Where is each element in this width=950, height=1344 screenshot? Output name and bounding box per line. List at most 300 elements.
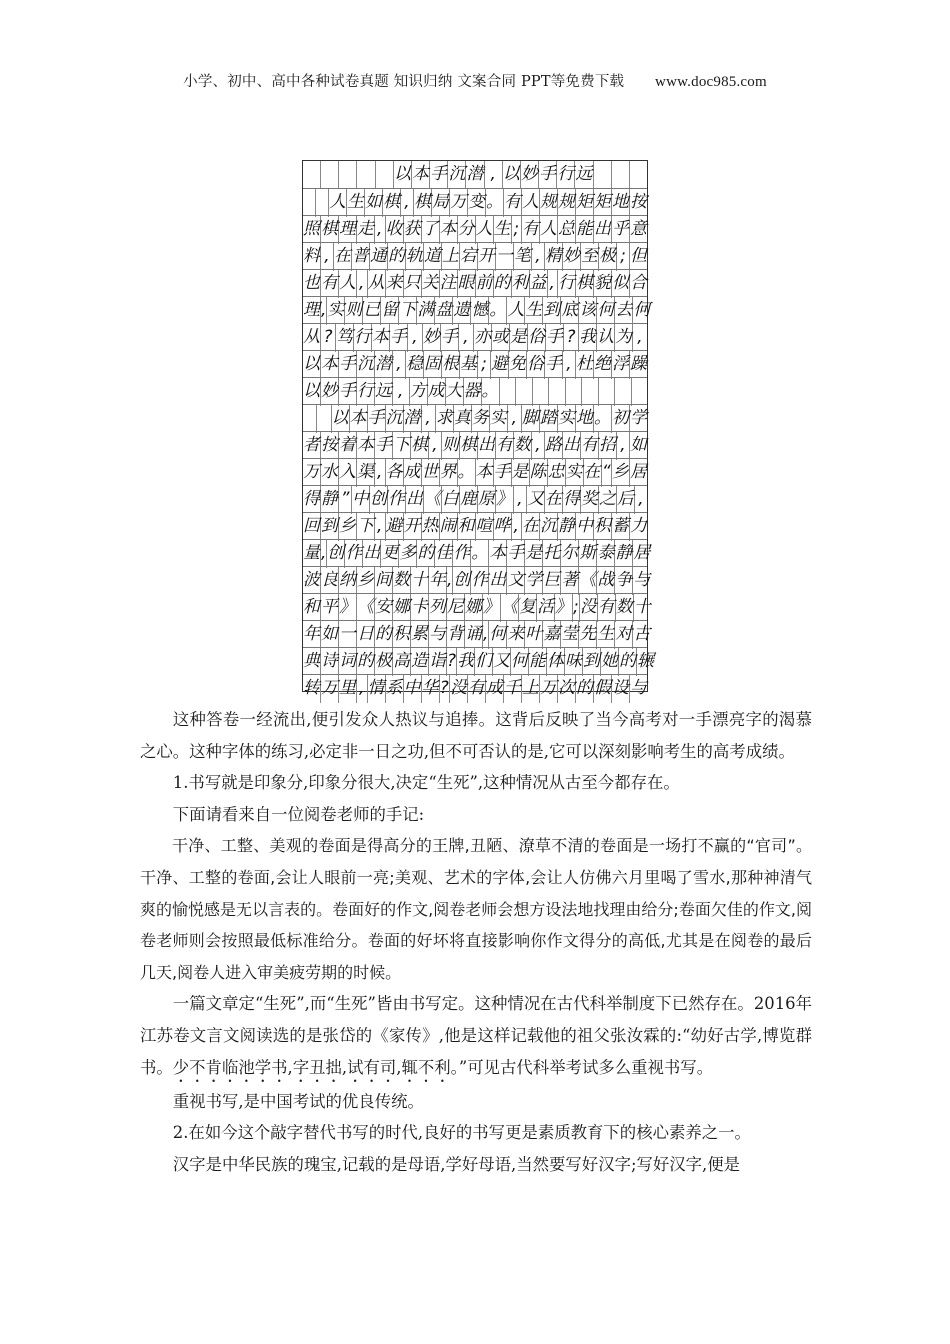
sheet-cell: 的	[619, 648, 637, 676]
sheet-cell: 乡	[339, 513, 357, 541]
sheet-cell: 里	[339, 675, 357, 703]
paragraph: 2.在如今这个敲字替代书写的时代,良好的书写更是素质教育下的核心素养之一。	[172, 1123, 751, 1143]
sheet-cell: 妙	[521, 161, 539, 189]
sheet-cell: 下	[393, 432, 411, 460]
sheet-row	[303, 161, 647, 189]
sheet-cell: 喧	[476, 513, 494, 541]
sheet-cell: 在	[545, 486, 563, 514]
sheet-cell: 棋	[576, 270, 594, 298]
sheet-cell	[630, 161, 647, 189]
sheet-cell: 极	[599, 243, 617, 271]
sheet-cell: 根	[442, 351, 460, 379]
sheet-cell: ?	[440, 675, 451, 703]
sheet-cell	[357, 161, 375, 189]
sheet-cell: 沉	[540, 513, 558, 541]
sheet-cell: 学	[630, 408, 647, 429]
sheet-cell: 万	[450, 189, 468, 217]
sheet-cell: 手	[375, 432, 393, 460]
sheet-cell: 对	[615, 621, 633, 649]
sheet-cell: 实	[566, 459, 584, 487]
sheet-cell: 《	[424, 486, 442, 514]
sheet-cell: 按	[321, 432, 339, 460]
sheet-cell: 之	[599, 486, 617, 514]
sheet-cell: ?	[321, 324, 336, 352]
paragraph: 汉字是中华民族的瑰宝,记载的是母语,学好母语,当然要写好汉字;写好汉字,便是	[172, 1154, 741, 1174]
sheet-cell: 手	[441, 324, 459, 352]
sheet-cell: 者	[303, 432, 321, 460]
sheet-cell: 得	[563, 486, 581, 514]
sheet-cell: 辗	[637, 651, 655, 672]
sheet-cell: 俗	[527, 351, 545, 379]
sheet-cell: 水	[321, 459, 339, 487]
sheet-cell: 哗	[494, 513, 512, 541]
sheet-cell: 眼	[458, 270, 476, 298]
sheet-cell: 体	[547, 648, 565, 676]
sheet-cell: 入	[339, 459, 357, 487]
sheet-cell: 分	[458, 216, 476, 244]
sheet-cell: 实	[327, 297, 345, 325]
sheet-cell: ,	[422, 405, 436, 433]
sheet-cell: 。	[458, 459, 476, 487]
sheet-cell: 满	[417, 297, 435, 325]
sheet-cell: 托	[543, 540, 561, 568]
sheet-cell: 避	[491, 351, 509, 379]
sheet-cell: 变	[468, 189, 486, 217]
sheet-cell: 了	[422, 216, 440, 244]
sheet-cell: 白	[442, 486, 460, 514]
sheet-cell: 潜	[404, 405, 422, 433]
sheet-cell: 本	[440, 216, 458, 244]
sheet-cell: ,	[483, 621, 489, 649]
sheet-cell: 只	[404, 270, 422, 298]
sheet-cell: 有	[504, 189, 522, 217]
sheet-row	[303, 242, 647, 271]
sheet-cell: 良	[321, 567, 339, 595]
sheet-cell: 我	[457, 648, 475, 676]
sheet-cell: 人	[540, 216, 558, 244]
sheet-cell: ,	[637, 327, 643, 348]
sheet-cell: 争	[615, 567, 633, 595]
sheet-cell: 量	[303, 540, 321, 568]
sheet-cell: 有	[496, 432, 514, 460]
sheet-row	[303, 566, 651, 595]
sheet-cell: 居	[630, 462, 647, 483]
sheet-cell: 一	[339, 621, 357, 649]
sheet-cell: 去	[615, 297, 633, 325]
sheet-cell: 宕	[460, 243, 478, 271]
sheet-cell: ,	[617, 432, 630, 460]
sheet-cell: 万	[540, 675, 558, 703]
sheet-cell: 总	[558, 216, 576, 244]
sheet-cell: 手	[545, 351, 563, 379]
sheet-cell: 憾	[471, 297, 489, 325]
sheet-cell: 走	[357, 216, 375, 244]
sheet-cell: 但	[630, 246, 647, 267]
sheet-cell: 获	[404, 216, 422, 244]
sheet-cell: 笔	[514, 243, 532, 271]
sheet-cell: 没	[450, 675, 468, 703]
sheet-cell: ,	[321, 243, 334, 271]
sheet-cell: 累	[411, 621, 429, 649]
paragraph-text: 一篇文章定“生死”,而“生死”皆由书写定。这种情况在古代科举制度下已然存在。2016年江苏卷文言文阅读选的是张岱的《家传》,他是这样记载他的祖父张汝霖的:“幼好古学,博览群书。	[140, 994, 812, 1077]
sheet-cell: 免	[509, 351, 527, 379]
sheet-cell: 妙	[423, 324, 441, 352]
sheet-cell: “	[602, 459, 613, 487]
sheet-cell: 为	[615, 324, 633, 352]
sheet-cell: 如	[321, 621, 339, 649]
sheet-cell: 年	[303, 621, 321, 649]
sheet-cell: 诣	[429, 648, 447, 676]
sheet-row	[303, 215, 647, 244]
sheet-cell: 文	[507, 567, 525, 595]
sheet-cell: ;	[512, 216, 523, 244]
header-site: www.doc985.com	[655, 74, 767, 90]
sheet-cell: 。	[489, 297, 507, 325]
sheet-cell: 基	[460, 351, 478, 379]
sheet-cell: 局	[432, 189, 450, 217]
sheet-cell: 词	[339, 648, 357, 676]
sheet-cell: 蓄	[612, 513, 630, 541]
sheet-row	[303, 404, 647, 433]
sheet-cell	[566, 378, 583, 406]
sheet-cell: 上	[522, 675, 540, 703]
paragraph: 1.书写就是印象分,印象分很大,决定“生死”,这种情况从古至今都存在。	[172, 773, 680, 793]
sheet-cell: 成	[486, 675, 504, 703]
sheet-cell: 人	[329, 189, 347, 217]
sheet-cell: ,	[548, 270, 559, 298]
sheet-cell: 。	[486, 189, 504, 217]
sheet-cell: 转	[303, 675, 321, 703]
sheet-cell: 何	[597, 297, 615, 325]
sheet-cell: ,	[429, 432, 442, 460]
sheet-cell: 。	[482, 378, 500, 406]
sheet-cell: 静	[615, 540, 633, 568]
sheet-cell: ,	[638, 489, 644, 510]
sheet-cell: 地	[612, 189, 630, 217]
sheet-cell: 巨	[543, 567, 561, 595]
sheet-cell: 着	[339, 432, 357, 460]
sheet-cell: ,	[393, 378, 410, 406]
sheet-cell: 本	[357, 432, 375, 460]
sheet-cell: 是	[510, 324, 528, 352]
sheet-cell: 益	[530, 270, 548, 298]
sheet-cell	[316, 189, 329, 217]
sheet-cell: 轨	[406, 243, 424, 271]
sheet-cell: 波	[303, 567, 321, 595]
sheet-row	[303, 620, 651, 649]
sheet-cell: ,	[563, 351, 576, 379]
sheet-cell: 《	[501, 594, 519, 622]
sheet-cell: 数	[616, 594, 634, 622]
sheet-cell	[376, 161, 394, 189]
sheet-cell: 复	[519, 594, 537, 622]
sheet-cell: 合	[630, 273, 647, 294]
sheet-cell: 万	[303, 459, 321, 487]
sheet-cell: 手	[390, 324, 408, 352]
sheet-cell: 棋	[460, 432, 478, 460]
sheet-cell: 创	[453, 567, 471, 595]
sheet-cell: 人	[522, 189, 540, 217]
sheet-cell: 与	[429, 621, 447, 649]
sheet-cell: 。	[594, 405, 612, 433]
sheet-cell	[339, 161, 357, 189]
sheet-cell: 能	[529, 648, 547, 676]
sheet-cell: 手	[546, 324, 564, 352]
sheet-cell: 又	[493, 648, 511, 676]
sheet-cell: ,	[375, 216, 386, 244]
sheet-cell: 以	[503, 161, 521, 189]
sheet-cell: 我	[579, 324, 597, 352]
sheet-cell: 假	[594, 675, 612, 703]
sheet-cell: 则	[442, 432, 460, 460]
sheet-cell: 和	[458, 513, 476, 541]
sheet-cell: ,	[459, 324, 474, 352]
sheet-cell: 中	[352, 486, 370, 514]
page-header	[0, 70, 950, 91]
sheet-cell: 与	[630, 678, 647, 699]
sheet-cell: 尼	[447, 594, 465, 622]
sheet-cell: 们	[475, 648, 493, 676]
sheet-cell	[599, 378, 616, 406]
sheet-cell: 有	[321, 270, 339, 298]
sheet-cell: 有	[522, 216, 540, 244]
sheet-cell: 渠	[357, 459, 375, 487]
sheet-cell: 华	[422, 675, 440, 703]
sheet-cell: 情	[368, 675, 386, 703]
header-text: 小学、初中、高中各种试卷真题 知识归纳 文案合同 PPT等免费下载	[183, 74, 625, 90]
sheet-cell: 中	[404, 675, 422, 703]
sheet-cell: 如	[365, 189, 383, 217]
sheet-cell: 通	[370, 243, 388, 271]
sheet-cell: 来	[386, 270, 404, 298]
sheet-cell: 的	[357, 648, 375, 676]
sheet-cell: 利	[512, 270, 530, 298]
sheet-cell: 留	[381, 297, 399, 325]
sheet-cell: ;	[573, 594, 580, 622]
sheet-cell: 的	[494, 270, 512, 298]
sheet-cell: 沉	[386, 405, 404, 433]
sheet-cell: 设	[612, 675, 630, 703]
sheet-cell: ,	[532, 243, 545, 271]
sheet-row	[303, 350, 647, 379]
sheet-cell: 》	[339, 594, 357, 622]
sheet-cell: 是	[525, 540, 543, 568]
sheet-cell: 妙	[563, 243, 581, 271]
sheet-cell: 界	[440, 459, 458, 487]
sheet-cell: 活	[537, 594, 555, 622]
sheet-cell: 人	[476, 216, 494, 244]
sheet-cell: 奖	[581, 486, 599, 514]
sheet-cell: 料	[303, 243, 321, 271]
sheet-cell: 陈	[530, 459, 548, 487]
sheet-cell: 本	[321, 351, 339, 379]
sheet-cell: 实	[490, 405, 508, 433]
sheet-cell: 创	[327, 540, 345, 568]
sheet-cell: 到	[321, 513, 339, 541]
sheet-cell: 鹿	[460, 486, 478, 514]
sheet-cell: 嘉	[543, 621, 561, 649]
teacher-note-paragraph: 干净、工整、美观的卷面是得高分的王牌,丑陋、潦草不清的卷面是一场打不赢的“官司”。干净、工整的卷面,会让人眼前一亮;美观、艺术的字体,会让人仿佛六月里喝了雪水,那种神清气爽的愉悦感是无以言表的。卷面好的作文,阅卷老师会想方设法地找理由给分;卷面欠佳的作文,阅卷老师则会按照最低标准给分。卷面的好坏将直接影响你作文得分的高低,尤其是在阅卷的最后几天,阅卷人进入审美疲劳期的时候。	[140, 836, 812, 982]
sheet-cell: 以	[394, 161, 412, 189]
sheet-cell: 成	[428, 378, 446, 406]
sheet-cell: 行	[354, 324, 372, 352]
sheet-cell: 前	[476, 270, 494, 298]
sheet-cell: 极	[375, 648, 393, 676]
sheet-row	[303, 458, 647, 487]
sheet-cell: 是	[512, 459, 530, 487]
sheet-cell: ,	[321, 297, 327, 325]
sheet-cell: 沉	[448, 161, 466, 189]
sheet-cell: 本	[489, 540, 507, 568]
sheet-cell: 与	[633, 570, 651, 591]
sheet-cell: 泰	[597, 540, 615, 568]
sheet-cell: 实	[558, 405, 576, 433]
sheet-cell: 纳	[339, 567, 357, 595]
sheet-cell: 佳	[435, 540, 453, 568]
sheet-cell: 积	[594, 513, 612, 541]
sheet-cell: 多	[399, 540, 417, 568]
sheet-cell: 行	[357, 378, 375, 406]
sheet-cell: 招	[599, 432, 617, 460]
sheet-cell: 手	[368, 405, 386, 433]
sheet-cell: 远	[375, 378, 393, 406]
sheet-cell: 出	[363, 540, 381, 568]
sheet-cell: 更	[381, 540, 399, 568]
sheet-cell: 数	[514, 432, 532, 460]
sheet-cell: 本	[372, 324, 390, 352]
sheet-cell: ,	[357, 270, 368, 298]
sheet-cell: 》	[555, 594, 573, 622]
sheet-cell: 沉	[357, 351, 375, 379]
sheet-cell: 又	[527, 486, 545, 514]
sheet-cell: 生	[525, 297, 543, 325]
sheet-cell: ,	[357, 675, 368, 703]
sheet-cell: ;	[617, 243, 630, 271]
sheet-cell: 收	[386, 216, 404, 244]
paragraph: 重视书写,是中国考试的优良传统。	[172, 1091, 424, 1111]
sheet-row	[303, 512, 647, 541]
sheet-cell: 踏	[540, 405, 558, 433]
sheet-cell: 下	[399, 297, 417, 325]
sheet-cell: 也	[303, 270, 321, 298]
sheet-cell: 万	[321, 675, 339, 703]
sheet-cell: ,	[401, 189, 414, 217]
sheet-cell: 上	[442, 243, 460, 271]
sheet-row	[303, 296, 651, 325]
sheet-cell: 的	[417, 540, 435, 568]
paragraph	[140, 988, 812, 1085]
sheet-cell: 十	[411, 567, 429, 595]
sheet-cell: 成	[404, 459, 422, 487]
sheet-cell: 出	[478, 432, 496, 460]
sheet-cell: 理	[303, 297, 321, 325]
sheet-cell	[533, 378, 550, 406]
sheet-cell	[612, 161, 630, 189]
sheet-cell: 她	[601, 648, 619, 676]
sheet-cell: 作	[453, 540, 471, 568]
sheet-cell: 下	[357, 513, 375, 541]
sheet-cell: 底	[561, 297, 579, 325]
sheet-cell: 古	[633, 624, 651, 645]
sheet-cell: 积	[393, 621, 411, 649]
sheet-cell: 日	[357, 621, 375, 649]
sheet-cell	[582, 378, 599, 406]
sheet-row	[303, 674, 647, 703]
sheet-cell: ,	[514, 486, 527, 514]
sheet-cell: 手	[494, 459, 512, 487]
sheet-cell: 在	[334, 243, 352, 271]
sheet-cell: 生	[494, 216, 512, 244]
sheet-cell: 后	[617, 486, 635, 514]
sheet-cell: 躁	[630, 354, 647, 375]
article-body	[140, 704, 812, 1180]
sheet-cell: 器	[464, 378, 482, 406]
sheet-cell: 生	[347, 189, 365, 217]
sheet-cell: 各	[386, 459, 404, 487]
sheet-cell: 以	[332, 405, 350, 433]
sheet-cell: 闹	[440, 513, 458, 541]
sheet-cell: 间	[375, 567, 393, 595]
sheet-cell: 避	[386, 513, 404, 541]
sheet-cell	[303, 405, 317, 433]
sheet-cell	[303, 189, 316, 217]
handwritten-answer-sheet	[302, 160, 655, 699]
sheet-row	[303, 485, 647, 514]
sheet-cell: 《	[579, 567, 597, 595]
sheet-cell: 妙	[321, 378, 339, 406]
sheet-cell: 有	[468, 675, 486, 703]
sheet-cell: 注	[440, 270, 458, 298]
sheet-row	[303, 269, 647, 298]
sheet-cell: 乡	[612, 459, 630, 487]
sheet-cell: 》	[496, 486, 514, 514]
sheet-cell: 稳	[406, 351, 424, 379]
sheet-cell	[500, 378, 517, 406]
sheet-cell: 背	[447, 621, 465, 649]
sheet-cell: 的	[375, 621, 393, 649]
sheet-cell: 手	[507, 540, 525, 568]
sheet-cell: 著	[561, 567, 579, 595]
sheet-cell: ,	[321, 540, 327, 568]
sheet-cell: 静	[321, 486, 339, 514]
sheet-cell: 和	[303, 594, 321, 622]
emphasized-quote: 少不肯临池学书,字丑拙,试有司,辄不利。	[172, 1057, 459, 1077]
sheet-cell: 精	[545, 243, 563, 271]
sheet-cell: ,	[375, 459, 386, 487]
sheet-cell: 俗	[528, 324, 546, 352]
sheet-cell: 数	[393, 567, 411, 595]
sheet-cell: 开	[404, 513, 422, 541]
sheet-cell: 力	[630, 516, 647, 537]
sheet-cell: 平	[321, 594, 339, 622]
sheet-cell: 生	[597, 621, 615, 649]
sheet-cell: 一	[496, 243, 514, 271]
sheet-cell: 手	[339, 351, 357, 379]
sheet-cell: 似	[612, 270, 630, 298]
sheet-cell: 认	[597, 324, 615, 352]
sheet-cell: 杜	[576, 351, 594, 379]
sheet-cell: 回	[303, 513, 321, 541]
sheet-cell: 以	[303, 378, 321, 406]
sheet-cell: 地	[576, 405, 594, 433]
sheet-cell: 开	[478, 243, 496, 271]
sheet-cell	[632, 378, 648, 406]
sheet-cell: ,	[485, 161, 503, 189]
sheet-cell: 作	[388, 486, 406, 514]
sheet-cell: ;	[478, 351, 491, 379]
sheet-cell: 到	[543, 297, 561, 325]
sheet-cell: 远	[575, 161, 593, 189]
